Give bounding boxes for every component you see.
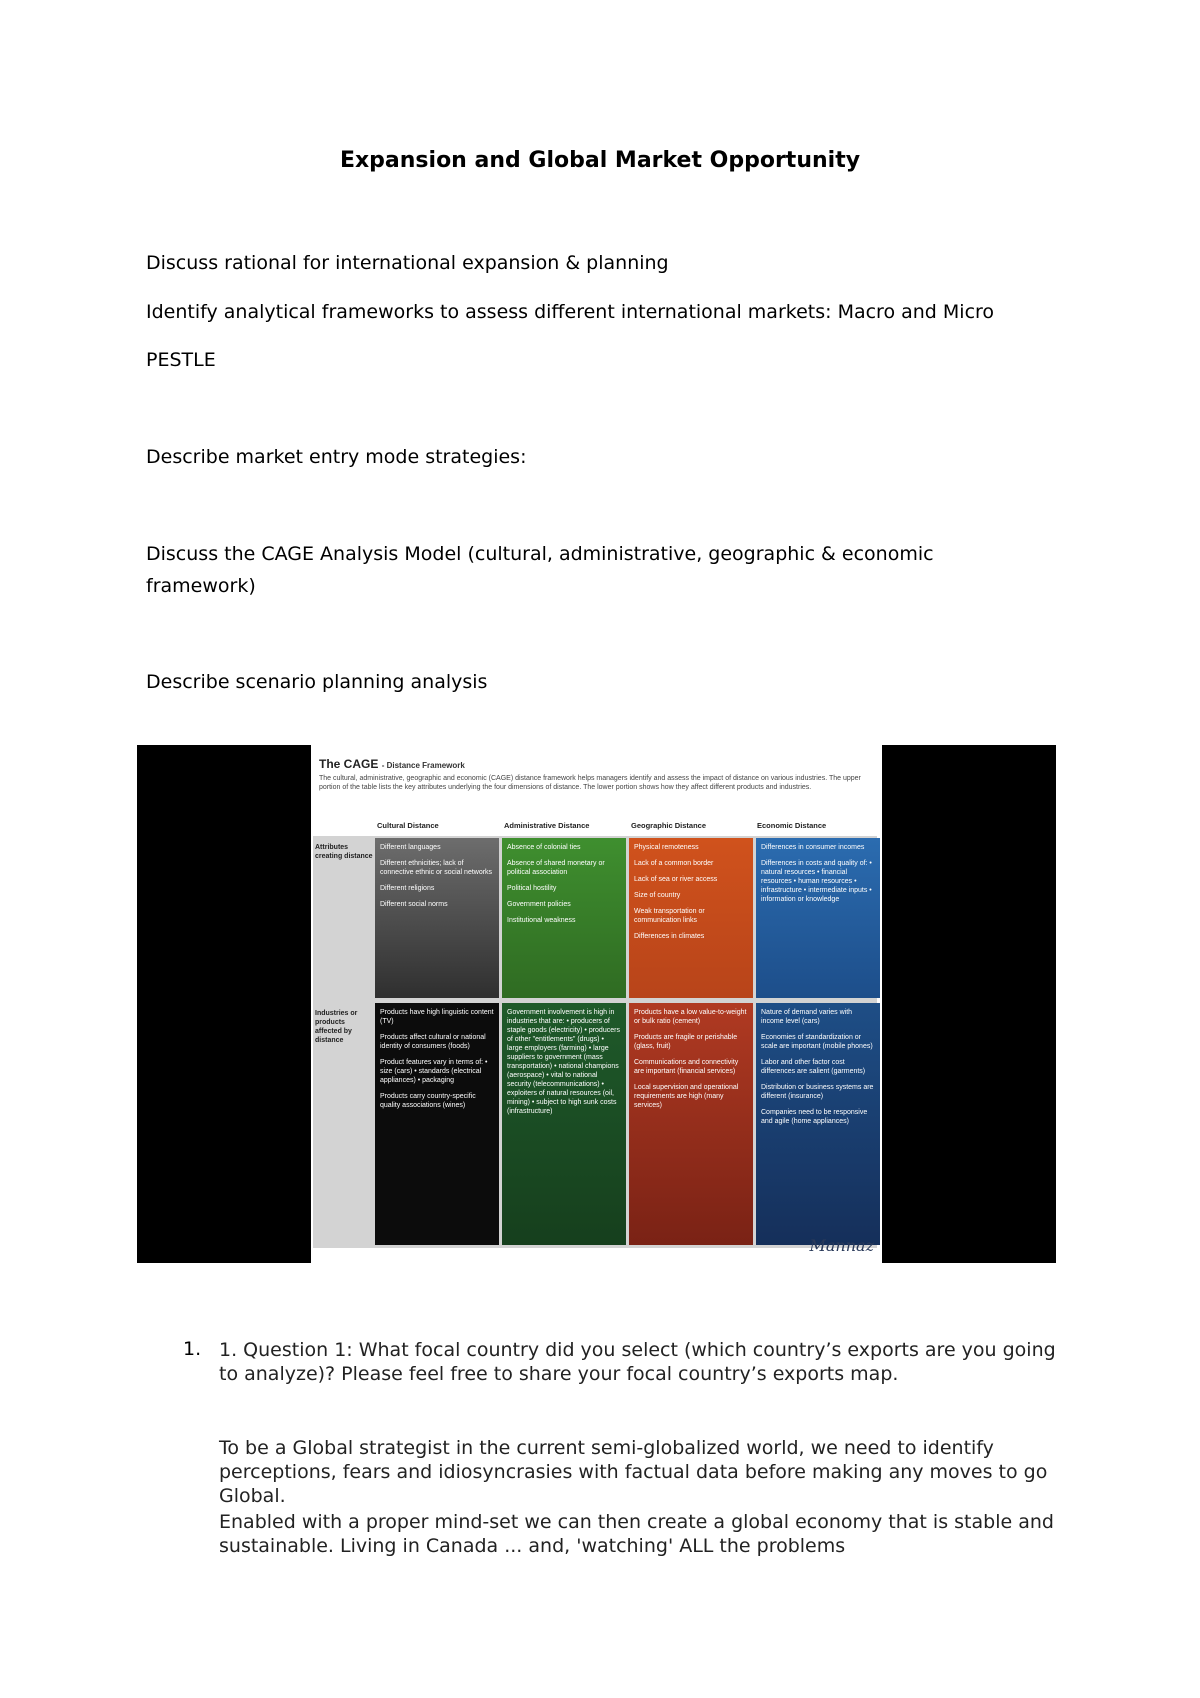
- cell-economic-attributes: [756, 838, 880, 998]
- objective-frameworks: Identify analytical frameworks to assess different international markets: Macro and Micro: [146, 301, 995, 323]
- cell-item: Absence of shared monetary or political association: [507, 860, 605, 876]
- list-number: 1.: [183, 1338, 202, 1360]
- cell-item: Government involvement is high in industries that are: • producers of staple goods (electricity) • producers of other "entitlements" (drugs) • large employers (farming) • large suppliers to government (mass transportation) • national champions (aerospace) • vital to national security (telecommunications) • exploiters of natural resources (oil, mining) • subject to high sunk costs (infrastructure): [507, 1009, 620, 1115]
- cell-item: Weak transportation or communication links: [634, 908, 705, 924]
- objective-cage-line2: framework): [146, 575, 256, 597]
- col-header-administrative: Administrative Distance: [504, 821, 590, 830]
- column-headers: [311, 821, 882, 833]
- cell-item: Differences in consumer incomes: [761, 844, 865, 851]
- cell-item: Different languages: [380, 844, 441, 851]
- question-1-text: 1. Question 1: What focal country did you select (which country’s exports are you going to analyze)? Please feel free to share your focal country’s exports map.: [219, 1339, 1056, 1385]
- cell-item: Economies of standardization or scale are important (mobile phones): [761, 1034, 873, 1050]
- cell-item: Absence of colonial ties: [507, 844, 581, 851]
- cell-item: Products are fragile or perishable (glass, fruit): [634, 1034, 738, 1050]
- cell-item: Local supervision and operational requirements are high (many services): [634, 1084, 739, 1109]
- document-title: Expansion and Global Market Opportunity: [339, 148, 861, 173]
- cell-administrative-industries: [502, 1003, 626, 1245]
- answer-paragraph-1: To be a Global strategist in the current semi-globalized world, we need to identify perceptions, fears and idiosyncrasies with factual data before making any moves to go Global.: [219, 1437, 1048, 1507]
- cell-cultural-attributes: [375, 838, 499, 998]
- figure-title: [319, 757, 874, 771]
- figure-title-text: The CAGE: [319, 757, 379, 771]
- figure-header: [319, 757, 874, 792]
- objective-pestle: PESTLE: [146, 349, 216, 371]
- cell-item: Differences in costs and quality of: • natural resources • financial resources • human resources • infrastructure • intermediate inputs • information or knowledge: [761, 860, 872, 903]
- objective-scenario: Describe scenario planning analysis: [146, 671, 488, 693]
- col-header-economic: Economic Distance: [757, 821, 827, 830]
- cell-item: Product features vary in terms of: • size (cars) • standards (electrical appliances) • packaging: [380, 1059, 488, 1084]
- cell-item: Differences in climates: [634, 933, 705, 940]
- cell-item: Nature of demand varies with income level (cars): [761, 1009, 853, 1025]
- cell-item: Political hostility: [507, 885, 557, 892]
- objective-cage-line1: Discuss the CAGE Analysis Model (cultural, administrative, geographic & economic: [146, 543, 934, 565]
- cell-item: Lack of a common border: [634, 860, 714, 867]
- cell-item: Physical remoteness: [634, 844, 699, 851]
- cell-item: Distribution or business systems are different (insurance): [761, 1084, 874, 1100]
- cell-item: Communications and connectivity are important (financial services): [634, 1059, 739, 1075]
- row-label-industries: Industries or products affected by distance: [315, 1010, 358, 1044]
- cell-item: Labor and other factor cost differences are salient (garments): [761, 1059, 866, 1075]
- row-label-attributes: Attributes creating distance: [315, 844, 373, 860]
- cell-geographic-industries: [629, 1003, 753, 1245]
- cell-geographic-attributes: [629, 838, 753, 998]
- figure-description: The cultural, administrative, geographic and economic (CAGE) distance framework helps managers identify and assess the impact of distance on various industries. The upper portion of the table lists the key attributes underlying the four dimensions of distance. The lower portion shows how they affect different products and industries.: [319, 775, 861, 791]
- cell-item: Products have a low value-to-weight or bulk ratio (cement): [634, 1009, 747, 1025]
- cage-table-image: [311, 745, 882, 1263]
- cell-item: Institutional weakness: [507, 917, 576, 924]
- objective-entry-modes: Describe market entry mode strategies:: [146, 446, 527, 468]
- answer-paragraph-2: Enabled with a proper mind-set we can then create a global economy that is stable and sustainable. Living in Canada ... and, 'watching' ALL the problems: [219, 1511, 1054, 1557]
- cell-item: Products carry country-specific quality associations (wines): [380, 1093, 476, 1109]
- figure-subtitle: - Distance Framework: [381, 761, 465, 770]
- figure-right-bar: [882, 745, 1056, 1263]
- cell-economic-industries: [756, 1003, 880, 1245]
- cell-cultural-industries: [375, 1003, 499, 1245]
- cell-item: Government policies: [507, 901, 571, 908]
- cell-administrative-attributes: [502, 838, 626, 998]
- cell-item: Different social norms: [380, 901, 448, 908]
- mannaz-logo: Mannaz: [809, 1236, 874, 1255]
- col-header-cultural: Cultural Distance: [377, 821, 439, 830]
- objective-rationale: Discuss rational for international expansion & planning: [146, 252, 669, 274]
- cell-item: Products have high linguistic content (TV): [380, 1009, 494, 1025]
- cell-item: Companies need to be responsive and agile (home appliances): [761, 1109, 868, 1125]
- cell-item: Lack of sea or river access: [634, 876, 718, 883]
- figure-left-bar: [137, 745, 311, 1263]
- cell-item: Different religions: [380, 885, 435, 892]
- col-header-geographic: Geographic Distance: [631, 821, 707, 830]
- cell-item: Products affect cultural or national identity of consumers (foods): [380, 1034, 486, 1050]
- cage-framework-figure: [137, 745, 1056, 1263]
- cell-item: Size of country: [634, 892, 681, 899]
- cell-item: Different ethnicities; lack of connective ethnic or social networks: [380, 860, 493, 876]
